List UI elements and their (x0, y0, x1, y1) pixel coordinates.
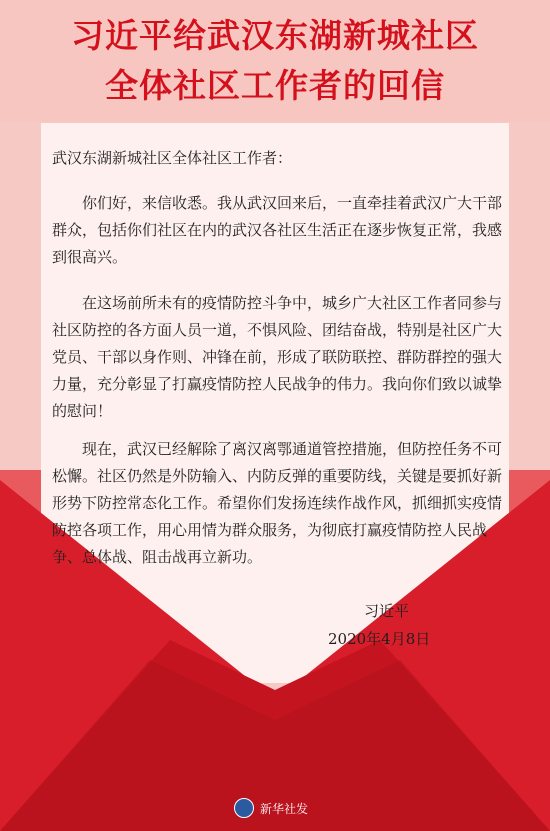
paragraph-3-text: 现在，武汉已经解除了离汉离鄂通道管控措施，但防控任务不可松懈。社区仍然是外防输入、内防反弹的重要防线，关键是要抓好新形势下防控常态化工作。希望你们发扬连续作战作风，抓细抓实疫情防控各项工作，用心用情为群众服务，为彻底打赢疫情防控人民战争、总体战、阻击战再立新功。 (52, 440, 503, 566)
paragraph-1-text: 你们好，来信收悉。我从武汉回来后，一直牵挂着武汉广大干部群众，包括你们社区在内的武汉各社区生活正在逐步恢复正常，我感到很高兴。 (52, 194, 503, 266)
page-title-line1: 习近平给武汉东湖新城社区 (71, 16, 479, 55)
letter-salutation (52, 145, 504, 172)
salutation-text: 武汉东湖新城社区全体社区工作者： (52, 149, 293, 167)
xinhua-emblem-icon (234, 798, 254, 818)
xinhua-logo (234, 798, 308, 818)
page-title-line2: 全体社区工作者的回信 (105, 66, 445, 105)
letter-date: 2020年4月8日 (328, 630, 431, 648)
signature: 习近平 (364, 602, 410, 620)
letter-paragraph-2 (52, 290, 504, 425)
paragraph-2-text: 在这场前所未有的疫情防控斗争中，城乡广大社区工作者同参与社区防控的各方面人员一道，不惧风险、团结奋战，特别是社区广大党员、干部以身作则、冲锋在前，形成了联防联控、群防群控的强大力量，充分彰显了打赢疫情防控人民战争的伟力。我向你们致以诚挚的慰问！ (52, 294, 503, 420)
letter-paragraph-3 (52, 436, 504, 571)
letter-paragraph-1 (52, 190, 504, 271)
logo-text: 新华社发 (260, 801, 309, 816)
